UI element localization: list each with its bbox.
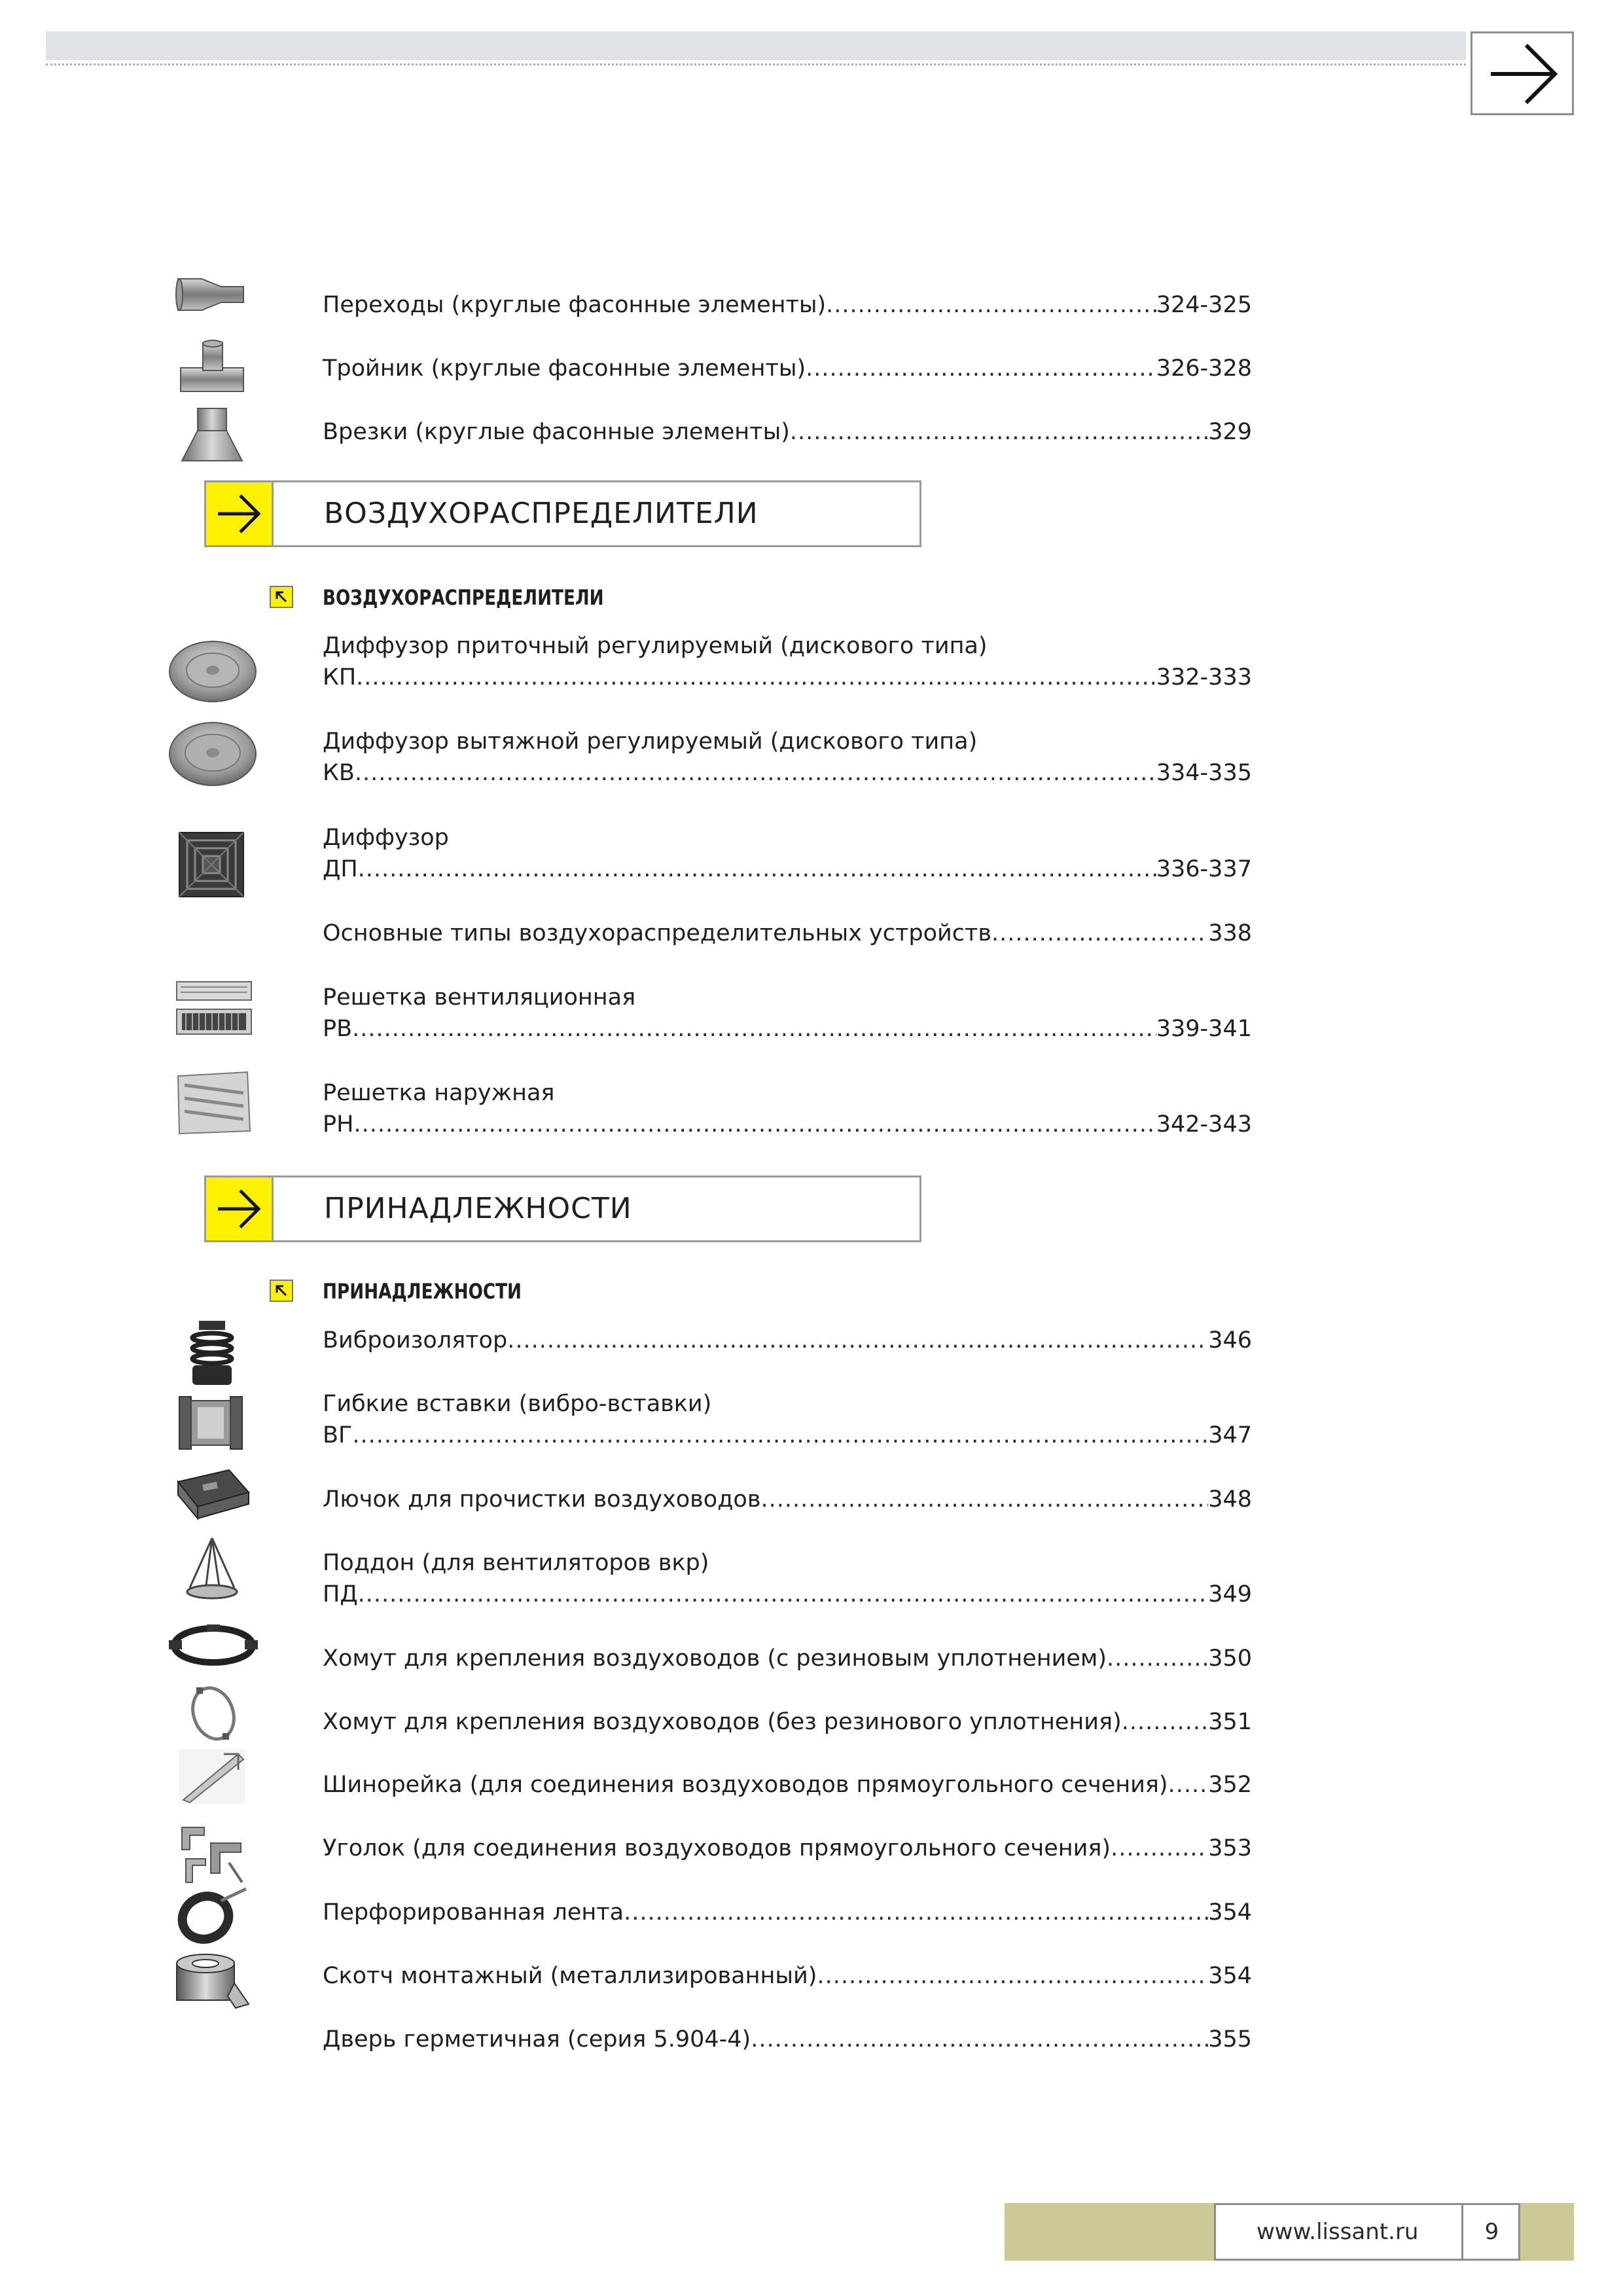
footer-website-link[interactable]: www.lissant.ru [1257, 2219, 1419, 2245]
section-title: ВОЗДУХОРАСПРЕДЕЛИТЕЛИ [324, 497, 758, 530]
metallized-tape-icon [173, 1950, 251, 2011]
tee-fitting-icon [178, 339, 246, 399]
arrow-up-left-icon [274, 590, 289, 604]
toc-entry-diffuzor-dp[interactable]: Диффузор ДП ..... 336-337 [323, 822, 1252, 885]
clamp-with-rubber-seal-icon [168, 1622, 259, 1669]
toc-entry-diffuzor-kv[interactable]: Диффузор вытяжной регулируемый (дискового типа) КВ ..... 334-335 [323, 726, 1252, 789]
toc-entry-perforirovannaya-lenta[interactable]: Перфорированная лента ..... 354 [323, 1897, 1252, 1928]
leader-dots [760, 1484, 1208, 1515]
duct-flange-rail-icon [178, 1748, 246, 1805]
leader-dots [1168, 1769, 1209, 1801]
toc-entry-osnovnye-tipy[interactable]: Основные типы воздухораспределительных устройств ..... 338 [323, 918, 1252, 949]
section-arrow-box [206, 482, 274, 545]
leader-dots [356, 662, 1156, 693]
leader-dots [991, 918, 1208, 949]
leader-dots [507, 1325, 1208, 1356]
arrow-right-icon [1486, 40, 1561, 108]
toc-entry-vrezki[interactable]: Врезки (круглые фасонные элементы) ..... 329 [323, 416, 1252, 448]
toc-entry-reshetka-rv[interactable]: Решетка вентиляционная РВ ..... 339-341 [323, 982, 1252, 1045]
toc-entry-skotch[interactable]: Скотч монтажный (металлизированный) ..... 354 [323, 1960, 1252, 1992]
vibration-isolator-icon [188, 1319, 236, 1388]
next-page-corner[interactable] [1471, 31, 1574, 115]
reducer-transition-icon [175, 268, 246, 321]
leader-dots [352, 1420, 1208, 1451]
exhaust-disc-diffuser-icon [168, 720, 258, 788]
leader-dots [806, 353, 1156, 384]
saddle-tap-icon [178, 406, 246, 465]
toc-entry-khomut-s-uplotneniem[interactable]: Хомут для крепления воздуховодов (с резиновым уплотнением) ..... 350 [323, 1643, 1252, 1674]
toc-entry-lyuchok[interactable]: Лючок для прочистки воздуховодов ..... 348 [323, 1484, 1252, 1515]
external-louvre-grille-icon [175, 1071, 253, 1135]
arrow-right-icon [215, 492, 262, 536]
toc-entry-reshetka-rn[interactable]: Решетка наружная РН ..... 342-343 [323, 1077, 1252, 1140]
leader-dots [352, 1013, 1156, 1045]
ventilation-grille-icon [175, 979, 253, 1037]
toc-entry-vibroizolyator[interactable]: Виброизолятор ..... 346 [323, 1325, 1252, 1356]
leader-dots [751, 2024, 1208, 2055]
section-title: ПРИНАДЛЕЖНОСТИ [324, 1192, 632, 1225]
leader-dots [826, 289, 1156, 321]
ceiling-square-diffuser-icon [178, 831, 245, 898]
section-header-vozdukhoraspredeliteli [204, 480, 921, 547]
leader-dots [790, 416, 1208, 448]
leader-dots [358, 1579, 1209, 1610]
page-number: 9 [1484, 2219, 1499, 2245]
leader-dots [1107, 1643, 1208, 1674]
arrow-right-icon [215, 1187, 262, 1231]
toc-entry-perekhody[interactable]: Переходы (круглые фасонные элементы) ..... 324-325 [323, 289, 1252, 321]
flexible-connector-icon [178, 1394, 243, 1452]
subsection-arrow-box [270, 1280, 293, 1302]
leader-dots [355, 757, 1156, 789]
toc-entry-shinoreyka[interactable]: Шинорейка (для соединения воздуховодов прямоугольного сечения) ..... 352 [323, 1769, 1252, 1801]
header-dotted-rule [46, 63, 1466, 65]
toc-entry-poddon[interactable]: Поддон (для вентиляторов вкр) ПД ..... 349 [323, 1547, 1252, 1610]
section-header-prinadlezhnosti [204, 1175, 921, 1242]
leader-dots [358, 853, 1156, 885]
inspection-hatch-icon [174, 1466, 251, 1521]
header-bar [46, 31, 1466, 60]
section-arrow-box [206, 1177, 274, 1240]
duct-corner-icon [178, 1823, 246, 1886]
subsection-arrow-box [270, 586, 293, 608]
arrow-up-left-icon [274, 1283, 289, 1298]
leader-dots [817, 1960, 1208, 1992]
fan-tray-icon [185, 1535, 240, 1601]
clamp-without-seal-icon [183, 1683, 243, 1744]
leader-dots [353, 1109, 1156, 1140]
leader-dots [1111, 1833, 1208, 1864]
perforated-tape-icon [175, 1885, 249, 1945]
toc-entry-troynik[interactable]: Тройник (круглые фасонные элементы) ..... 326-328 [323, 353, 1252, 384]
leader-dots [624, 1897, 1208, 1928]
leader-dots [1122, 1706, 1208, 1738]
toc-entry-diffuzor-kp[interactable]: Диффузор приточный регулируемый (дискового типа) КП ..... 332-333 [323, 630, 1252, 693]
supply-disc-diffuser-icon [168, 639, 258, 704]
toc-entry-khomut-bez-uplotneniya[interactable]: Хомут для крепления воздуховодов (без резинового уплотнения) ..... 351 [323, 1706, 1252, 1738]
toc-entry-ugolok[interactable]: Уголок (для соединения воздуховодов прямоугольного сечения) ..... 353 [323, 1833, 1252, 1864]
toc-entry-gibkie-vstavki[interactable]: Гибкие вставки (вибро-вставки) ВГ ..... 347 [323, 1388, 1252, 1451]
toc-entry-dver-germetichnaya[interactable]: Дверь герметичная (серия 5.904-4) ..... 355 [323, 2024, 1252, 2055]
